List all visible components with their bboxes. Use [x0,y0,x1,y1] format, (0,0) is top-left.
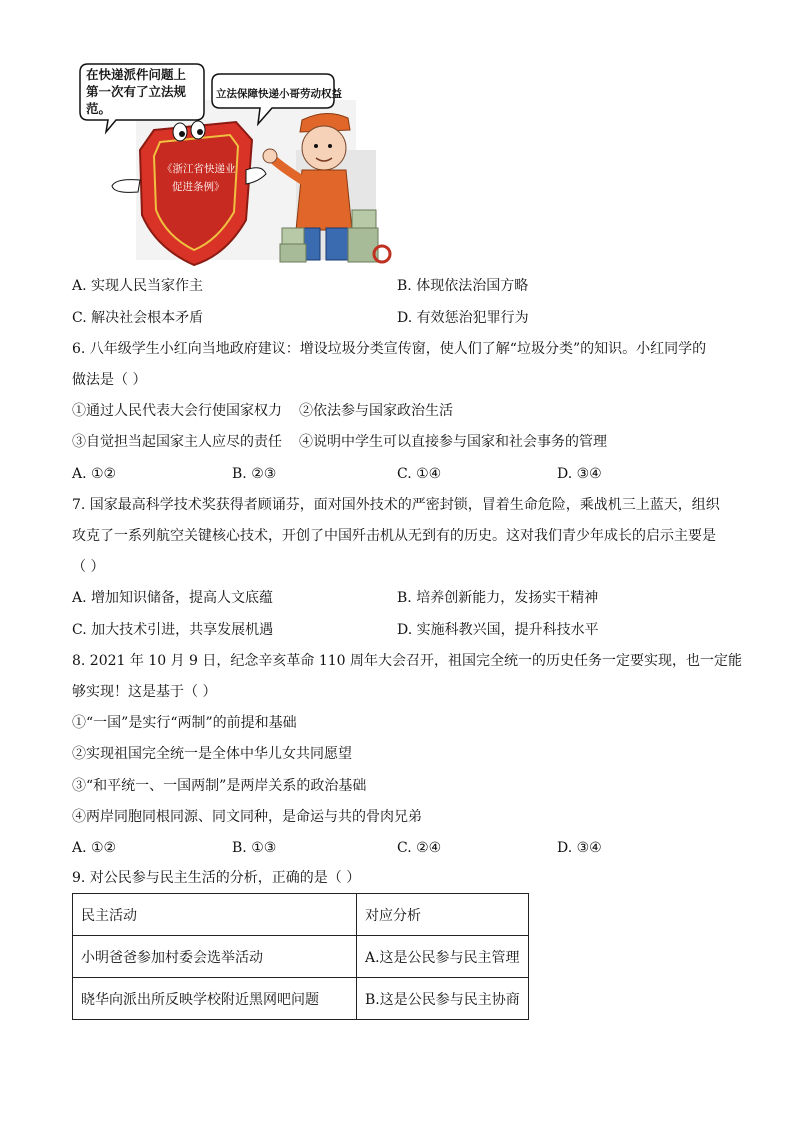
q5-option-a: A. 实现人民当家作主 [72,278,204,294]
q7-stem-line-2: 攻克了一系列航空关键核心技术，开创了中国歼击机从无到有的历史。这对我们青少年成长的启示主要是 [72,528,716,544]
q6-item-1: ①通过人民代表大会行使国家权力 [72,403,282,419]
table-row [73,936,529,978]
q7-option-a: A. 增加知识储备，提高人文底蕴 [72,590,274,606]
table-cell: 晓华向派出所反映学校附近黑网吧问题 [73,978,357,1020]
shield-text-line-2: 促进条例》 [172,181,225,193]
q6-item-2: ②依法参与国家政治生活 [299,403,453,419]
q6-option-b: B. ②③ [232,466,277,482]
q9-table [72,893,529,1020]
table-cell: A.这是公民参与民主管理 [357,936,529,978]
q8-item-3: ③“和平统一、一国两制”是两岸关系的政治基础 [72,778,367,794]
q9-stem: 9. 对公民参与民主生活的分析，正确的是（ ） [72,870,361,886]
q6-item-3: ③自觉担当起国家主人应尽的责任 [72,434,282,450]
q6-option-a: A. ①② [72,466,117,482]
q5-option-c: C. 解决社会根本矛盾 [72,310,204,326]
table-header-row [73,894,529,936]
q8-stem-line-2: 够实现！这是基于（ ） [72,684,217,700]
q8-option-b: B. ①③ [232,840,277,856]
q8-item-1: ①“一国”是实行“两制”的前提和基础 [72,715,297,731]
q7-option-c: C. 加大技术引进，共享发展机遇 [72,622,274,638]
table-header-cell: 民主活动 [73,894,357,936]
q5-option-b: B. 体现依法治国方略 [397,278,529,294]
q7-stem-line-3: （ ） [72,559,105,575]
q8-stem-line-1: 8. 2021 年 10 月 9 日，纪念辛亥革命 110 周年大会召开，祖国完全统一的历史任务一定要实现，也一定能 [72,653,743,669]
q6-item-4: ④说明中学生可以直接参与国家和社会事务的管理 [299,434,607,450]
q8-option-d: D. ③④ [557,840,602,856]
speech-left-line-3: 范。 [86,101,112,116]
q6-option-c: C. ①④ [397,466,442,482]
q6-stem-line-2: 做法是（ ） [72,372,147,388]
q8-option-a: A. ①② [72,840,117,856]
shield-text-line-1: 《浙江省快递业 [162,163,236,175]
q6-stem-line-1: 6. 八年级学生小红向当地政府建议：增设垃圾分类宣传窗，使人们了解“垃圾分类”的知识。小红同学的 [72,341,707,357]
speech-left-line-2: 第一次有了立法规 [86,84,187,99]
q7-stem-line-1: 7. 国家最高科学技术奖获得者顾诵芬，面对国外技术的严密封锁，冒着生命危险，乘战机三上蓝天，组织 [72,497,720,513]
q6-option-d: D. ③④ [557,466,602,482]
q7-option-d: D. 实施科教兴国，提升科技水平 [397,622,599,638]
q5-option-d: D. 有效惩治犯罪行为 [397,310,529,326]
q8-item-2: ②实现祖国完全统一是全体中华儿女共同愿望 [72,746,352,762]
table-cell: 小明爸爸参加村委会选举活动 [73,936,357,978]
speech-left-line-1: 在快递派件问题上 [86,67,187,82]
q8-item-4: ④两岸同胞同根同源、同文同种，是命运与共的骨肉兄弟 [72,809,422,825]
q8-option-c: C. ②④ [397,840,442,856]
table-cell: B.这是公民参与民主协商 [357,978,529,1020]
speech-right-text: 立法保障快递小哥劳动权益 [216,88,342,100]
cartoon-illustration [76,60,394,268]
q7-option-b: B. 培养创新能力，发扬实干精神 [397,590,599,606]
table-row [73,978,529,1020]
table-header-cell: 对应分析 [357,894,529,936]
